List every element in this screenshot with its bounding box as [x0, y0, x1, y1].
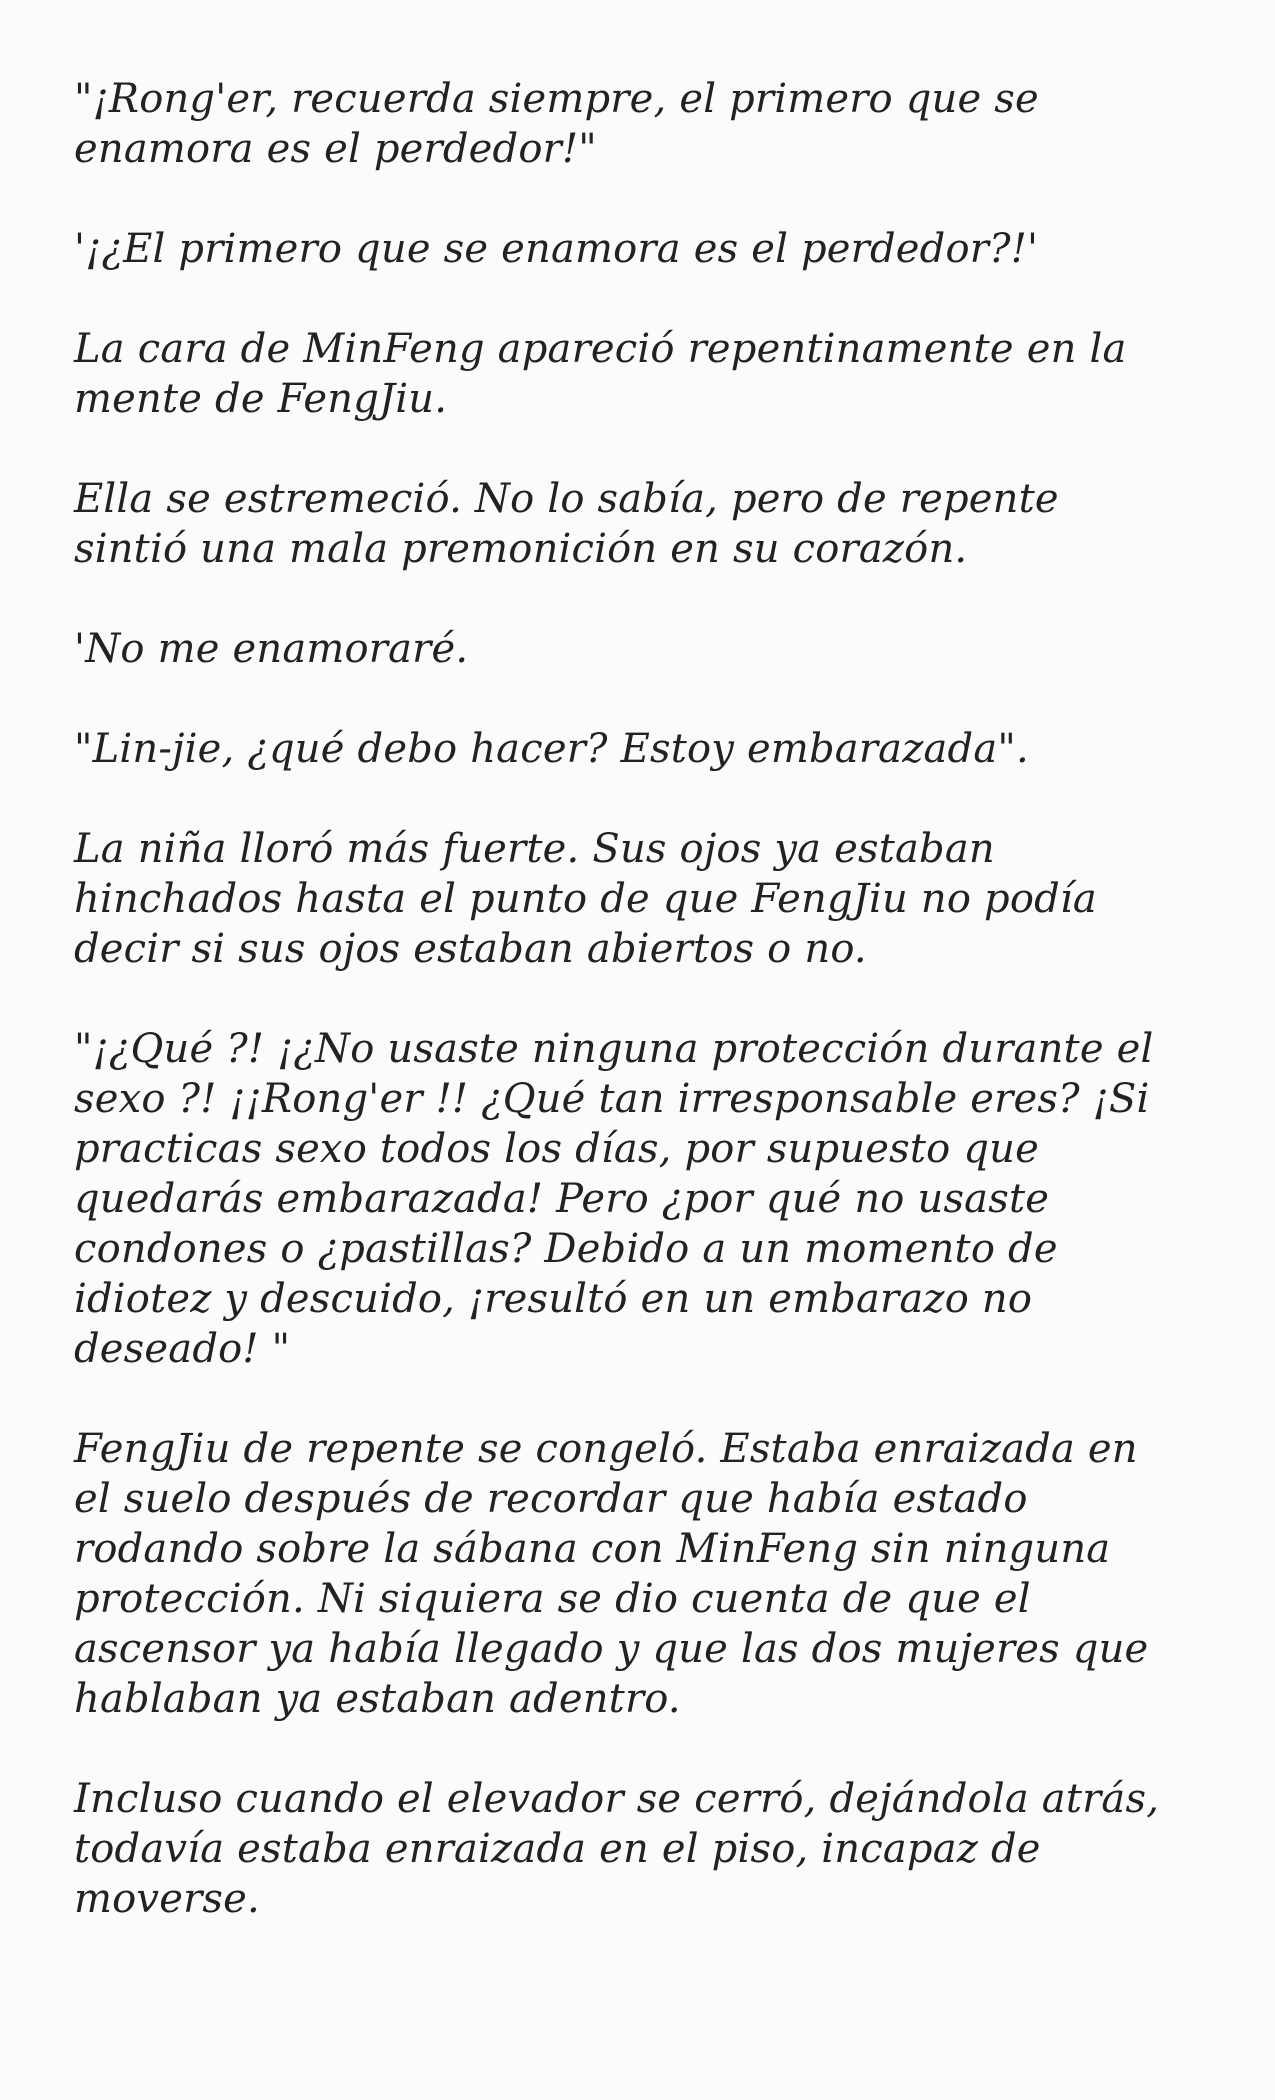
paragraph: 'No me enamoraré.: [74, 626, 469, 672]
paragraph: "Lin-jie, ¿qué debo hacer? Estoy embarazada".: [74, 726, 1029, 772]
paragraph: "¡¿Qué ?! ¡¿No usaste ninguna protección durante el sexo ?! ¡¡Rong'er !! ¿Qué tan irresponsable eres? ¡Si practicas sexo todos los días, por supuesto que quedarás embarazada! Pero ¿por qué no usaste condones o ¿pastillas? Debido a un momento de idiotez y descuido, ¡resultó en un embarazo no deseado! ": [74, 1026, 1154, 1372]
paragraph: La niña lloró más fuerte. Sus ojos ya estaban hinchados hasta el punto de que FengJiu no podía decir si sus ojos estaban abiertos o no.: [74, 826, 1097, 972]
paragraph: Incluso cuando el elevador se cerró, dejándola atrás, todavía estaba enraizada en el piso, incapaz de moverse.: [74, 1776, 1160, 1922]
document-body: [74, 74, 1214, 1974]
paragraph: Ella se estremeció. No lo sabía, pero de repente sintió una mala premonición en su corazón.: [74, 476, 1059, 572]
paragraph: La cara de MinFeng apareció repentinamente en la mente de FengJiu.: [74, 326, 1127, 422]
paragraph: "¡Rong'er, recuerda siempre, el primero que se enamora es el perdedor!": [74, 76, 1039, 172]
paragraph: '¡¿El primero que se enamora es el perdedor?!': [74, 226, 1039, 272]
paragraph: FengJiu de repente se congeló. Estaba enraizada en el suelo después de recordar que había estado rodando sobre la sábana con MinFeng sin ninguna protección. Ni siquiera se dio cuenta de que el ascensor ya había llegado y que las dos mujeres que hablaban ya estaban adentro.: [74, 1426, 1149, 1722]
